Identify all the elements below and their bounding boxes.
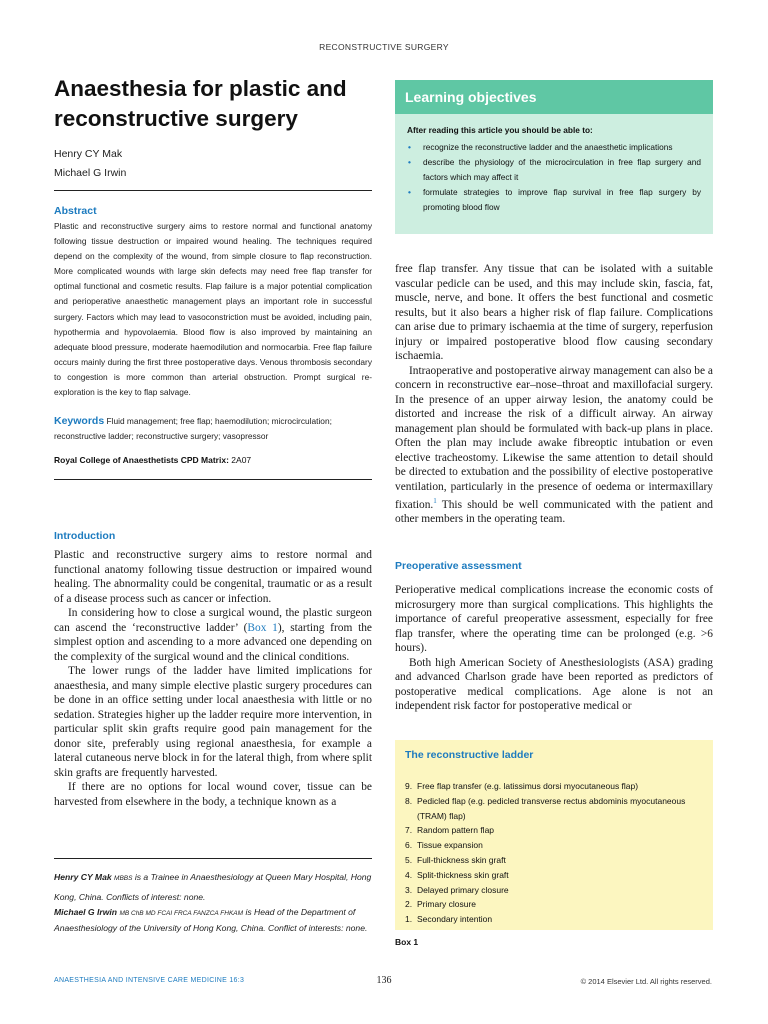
paragraph: If there are no options for local wound cover, tissue can be harvested from elsewhere in the body, a technique known as a [54, 781, 372, 808]
cpd-matrix [54, 455, 251, 465]
cpd-label: Royal College of Anaesthetists CPD Matrix: [54, 455, 229, 465]
list-item: 2. Primary closure [405, 899, 477, 910]
author-name: Michael G Irwin [54, 167, 127, 179]
footer-copyright: © 2014 Elsevier Ltd. All rights reserved. [580, 977, 712, 986]
learning-objectives-list [407, 140, 701, 215]
list-item: 6. Tissue expansion [405, 840, 483, 851]
divider [54, 190, 372, 191]
bullet-icon: • [408, 187, 411, 197]
list-item: • describe the physiology of the microcirculation in free flap surgery and factors which may affect it [408, 157, 701, 182]
paragraph: In considering how to close a surgical wound, the plastic surgeon can ascend the ‘reconstructive ladder’ (Box 1), starting from the simplest option and ascending to a more advanced one depending on the complexity of the surgical wound and the clinical conditions. [54, 607, 372, 663]
cpd-value: 2A07 [231, 455, 252, 465]
reconstructive-ladder-box [395, 740, 713, 930]
footnote-text: is Head of the Department of Anaesthesiology of the University of Hong Kong, China. Conflict of interests: none. [54, 907, 368, 933]
list-item: 4. Split-thickness skin graft [405, 869, 509, 880]
learning-objectives-header [395, 80, 713, 114]
learning-objectives-title: Learning objectives [405, 89, 537, 105]
bullet-icon: • [408, 142, 411, 152]
paragraph: The lower rungs of the ladder have limited implications for anaesthesia, and many simple elective plastic surgery procedures can be done in an office setting under local anaesthesia with little or no sedation. Strategies higher up the ladder require more intervention, in particular split skin grafts require good pain management for the donor site, preferably using regional anaesthesia, for example a lateral cutaneous nerve block in for the lateral thigh, from where split skin grafts are frequently harvested. [54, 665, 372, 779]
box-caption: Box 1 [395, 937, 419, 947]
list-item: 8. Pedicled flap (e.g. pedicled transverse rectus abdominis myocutaneous (TRAM) flap) [405, 795, 686, 821]
author-list [54, 145, 126, 183]
list-item: 1. Secondary intention [405, 914, 493, 925]
author-footnote [54, 905, 372, 936]
learning-objectives-box [395, 80, 713, 234]
preoperative-body [395, 583, 713, 714]
paragraph: free flap transfer. Any tissue that can be isolated with a suitable vascular pedicle can be used, and this may include skin, fascia, fat, muscle, nerve, and bone. It offers the best functional and cosmetic results, but it also bears a higher risk of flap failure. Complications can arise due to primary ischaemia at the time of surgery, reperfusion injury or impaired postoperative blood flow causing secondary ischaemia. [395, 263, 713, 362]
learning-objectives-intro: After reading this article you should be able to: [407, 125, 593, 135]
paragraph: Perioperative medical complications increase the economic costs of microsurgery more than surgical complications. This highlights the importance of careful preoperative assessment, especially for free flap transfer, where the operating time can be prolonged (e.g. >6 hours). [395, 584, 713, 654]
page-number: 136 [376, 975, 392, 986]
introduction-heading: Introduction [54, 530, 116, 542]
footnote-degrees: MBBS [114, 875, 133, 882]
footnote-divider [54, 858, 372, 859]
keywords-label: Keywords [54, 415, 105, 427]
list-item: 9. Free flap transfer (e.g. latissimus dorsi myocutaneous flap) [405, 781, 639, 791]
keywords-text: Fluid management; free flap; haemodilution; microcirculation; reconstructive ladder; reconstructive surgery; vasopressor [54, 416, 332, 441]
list-item: 5. Full-thickness skin graft [405, 854, 506, 865]
reference-link[interactable]: 1 [433, 497, 437, 505]
list-item: • formulate strategies to improve flap survival in free flap surgery by promoting blood flow [408, 187, 701, 212]
running-head: RECONSTRUCTIVE SURGERY [319, 42, 449, 52]
footnote-degrees: MB ChB MD FCAI FRCA FANZCA FHKAM [119, 910, 244, 917]
paragraph: Plastic and reconstructive surgery aims to restore normal and functional anatomy following tissue destruction or impaired wound healing. The abnormality could be congenital, traumatic or as a result of a disease process such as cancer or infection. [54, 549, 372, 605]
paragraph: Both high American Society of Anesthesiologists (ASA) grading and advanced Charlson grade have been reported as predictors of postoperative medical complications. Age alone is not an independent risk factor for postoperative medical or [395, 656, 713, 712]
author-name: Henry CY Mak [54, 148, 123, 160]
box-title: The reconstructive ladder [405, 749, 534, 761]
abstract-heading: Abstract [54, 205, 97, 217]
abstract-text: Plastic and reconstructive surgery aims to restore normal and functional anatomy following tissue destruction or impaired wound healing. The techniques required depend on the complexity of the wound, from simple closure to flap reconstruction. More complicated wounds with large skin defects may need free flap transfer for optimal functional and cosmetic results. Flap failure is a major potential complication and perioperative anaesthetic management plays an important role in successful surgery. Factors which may lead to vasoconstriction must be avoided, including pain, hypothermia and hypovolaemia. Blood flow is also improved by maintaining an adequate blood pressure, moderate haemodilution and normocarbia. Free flap failure occurs mainly during the first three postoperative days. Venous thrombosis secondary to congestion is more common than arterial obstruction. Prompt surgical re-exploration is the key to flap salvage. [54, 221, 372, 398]
box-1-link[interactable]: Box 1 [247, 621, 278, 634]
preoperative-heading: Preoperative assessment [395, 560, 522, 572]
paragraph: Intraoperative and postoperative airway management can also be a concern in reconstructive ear–nose–throat and maxillofacial surgery. In the presence of an upper airway lesion, the anatomy could be distorted and increase the risk of a difficult airway. An airway management plan should be formulated with back-up plans in place. Often the plan may include awake fibreoptic intubation or even elective tracheostomy. Likewise the same attention to detail should be directed to extubation and the possibility of elective postoperative ventilation, particularly in the presence of oedema or intermaxillary fixation.$^1$ This should be well communicated with the patient and other members in the operating team. [395, 364, 713, 526]
footnote-author: Henry CY Mak [54, 872, 112, 882]
list-item: • recognize the reconstructive ladder and the anaesthetic implications [407, 140, 701, 155]
footnote-author: Michael G Irwin [54, 907, 118, 917]
ladder-list [405, 779, 701, 927]
footnote-text: is a Trainee in Anaesthesiology at Queen Mary Hospital, Hong Kong, China. Conflicts of interest: none. [54, 872, 372, 902]
introduction-body [54, 548, 372, 809]
footer-journal: ANAESTHESIA AND INTENSIVE CARE MEDICINE 16:3 [54, 977, 245, 984]
article-title: Anaesthesia for plastic and reconstructive surgery [54, 76, 347, 131]
keywords [54, 414, 372, 444]
author-footnote [54, 868, 372, 907]
column2-body [395, 262, 713, 527]
list-item: 3. Delayed primary closure [405, 884, 509, 895]
divider [54, 479, 372, 480]
bullet-icon: • [408, 157, 411, 167]
list-item: 7. Random pattern flap [405, 825, 495, 836]
